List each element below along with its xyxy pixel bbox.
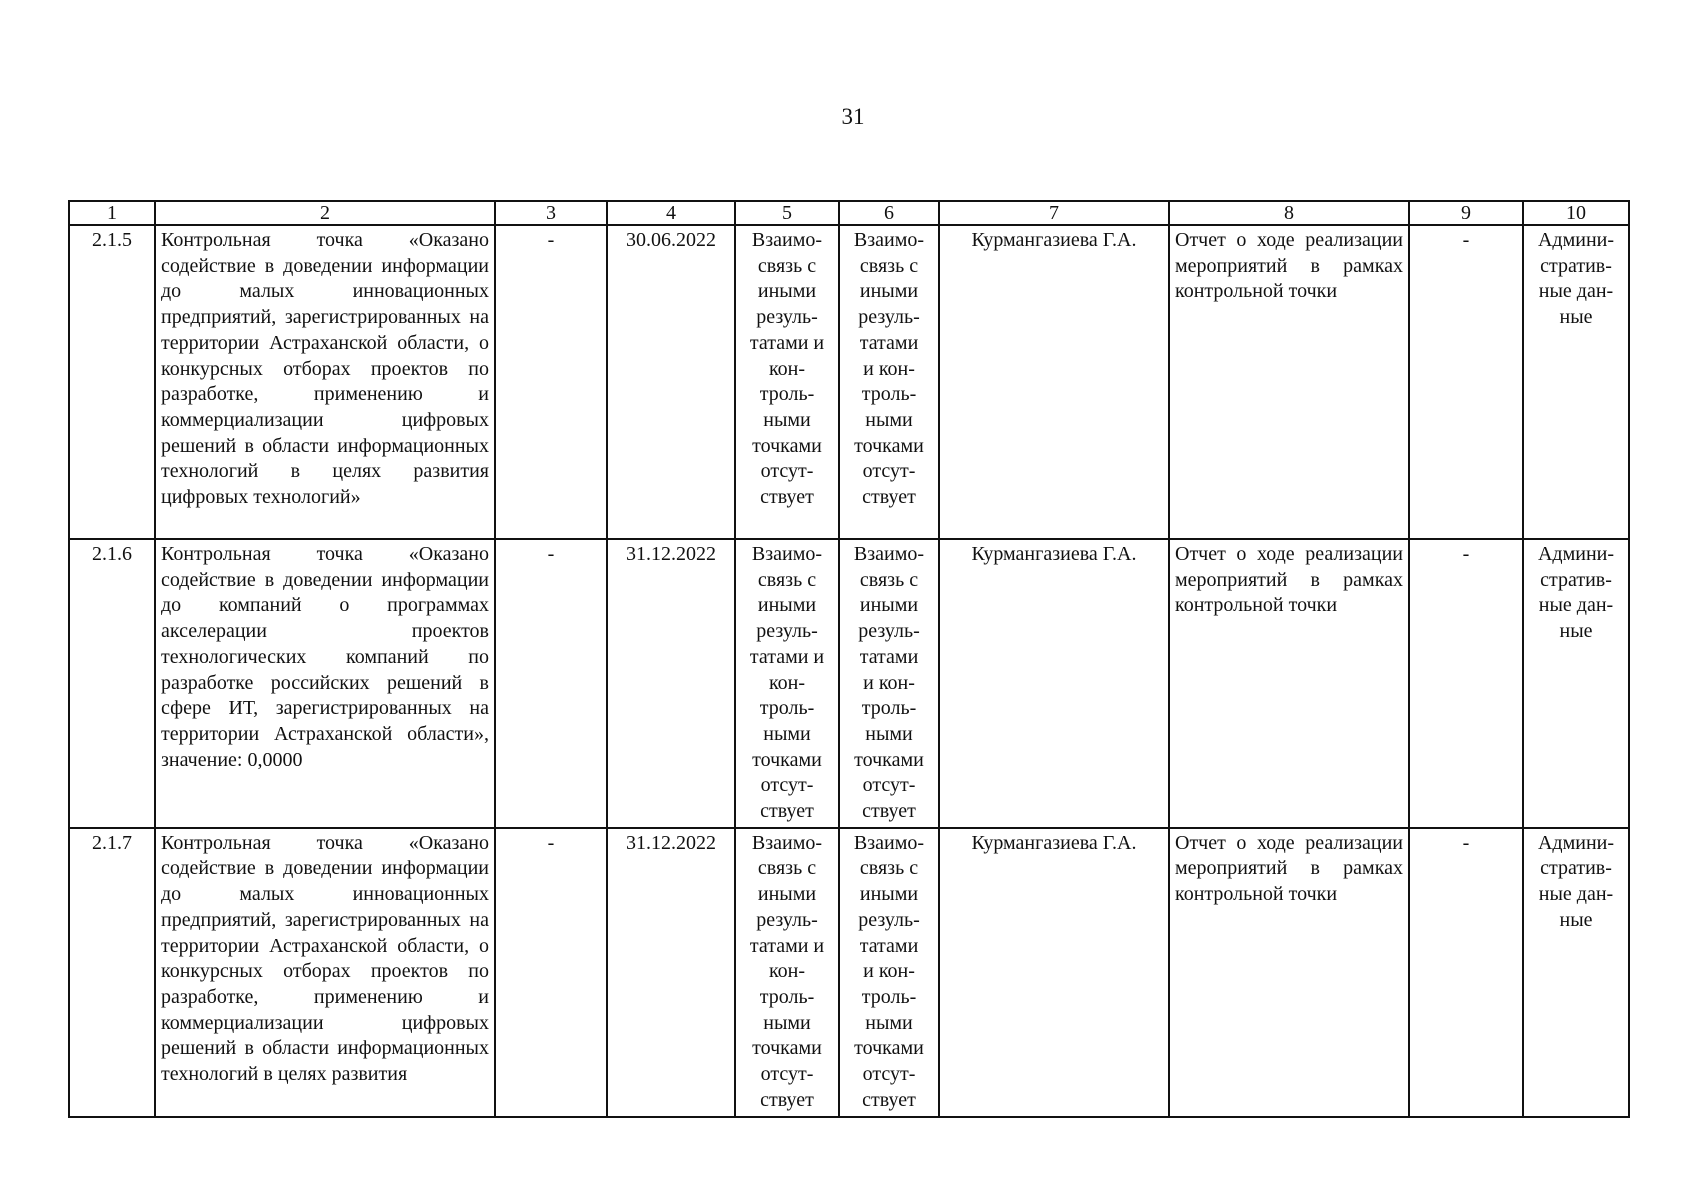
column-header: 3 <box>495 201 607 225</box>
row-report: Отчет о ходе реализации мероприятий в рамках контрольной точки <box>1169 828 1409 1117</box>
row-relation-points: Взаимо- связь с иными резуль- татами и кон- троль- ными точками отсут- ствует <box>839 539 939 828</box>
row-report: Отчет о ходе реализации мероприятий в рамках контрольной точки <box>1169 225 1409 539</box>
row-id: 2.1.7 <box>69 828 155 1117</box>
control-points-table <box>68 200 1630 1118</box>
row-responsible: Курмангазиева Г.А. <box>939 828 1169 1117</box>
table-row <box>69 828 1629 1117</box>
row-source: Админи- стратив- ные дан- ные <box>1523 828 1629 1117</box>
row-source: Админи- стратив- ные дан- ные <box>1523 539 1629 828</box>
column-header: 9 <box>1409 201 1523 225</box>
row-id: 2.1.6 <box>69 539 155 828</box>
row-col9: - <box>1409 828 1523 1117</box>
row-relation-points: Взаимо- связь с иными резуль- татами и кон- троль- ными точками отсут- ствует <box>839 225 939 539</box>
row-relation-results: Взаимо- связь с иными резуль- татами и кон- троль- ными точками отсут- ствует <box>735 225 839 539</box>
column-header: 10 <box>1523 201 1629 225</box>
row-responsible: Курмангазиева Г.А. <box>939 539 1169 828</box>
row-col3: - <box>495 828 607 1117</box>
column-header: 1 <box>69 201 155 225</box>
table-row <box>69 539 1629 828</box>
row-description: Контрольная точка «Оказано содействие в доведении информации до малых инновационных предприятий, зарегистрированных на территории Астраханской области, о конкурсных отборах проектов по разработке, применению и коммерциализации цифровых решений в области информационных технологий в целях развития цифровых технологий» <box>155 225 495 539</box>
row-col3: - <box>495 225 607 539</box>
column-header: 2 <box>155 201 495 225</box>
row-relation-results: Взаимо- связь с иными резуль- татами и кон- троль- ными точками отсут- ствует <box>735 828 839 1117</box>
column-header: 4 <box>607 201 735 225</box>
row-description: Контрольная точка «Оказано содействие в доведении информации до компаний о программах акселерации проектов технологических компаний по разработке российских решений в сфере ИТ, зарегистрированных на территории Астраханской области», значение: 0,0000 <box>155 539 495 828</box>
row-col9: - <box>1409 225 1523 539</box>
row-description: Контрольная точка «Оказано содействие в доведении информации до малых инновационных предприятий, зарегистрированных на территории Астраханской области, о конкурсных отборах проектов по разработке, применению и коммерциализации цифровых решений в области информационных технологий в целях развития <box>155 828 495 1117</box>
page-number: 31 <box>841 104 865 129</box>
row-responsible: Курмангазиева Г.А. <box>939 225 1169 539</box>
row-relation-results: Взаимо- связь с иными резуль- татами и кон- троль- ными точками отсут- ствует <box>735 539 839 828</box>
column-header: 7 <box>939 201 1169 225</box>
column-header: 8 <box>1169 201 1409 225</box>
row-source: Админи- стратив- ные дан- ные <box>1523 225 1629 539</box>
table-row <box>69 225 1629 539</box>
row-date: 31.12.2022 <box>607 539 735 828</box>
column-header: 5 <box>735 201 839 225</box>
table-header-row <box>69 201 1629 225</box>
row-id: 2.1.5 <box>69 225 155 539</box>
row-date: 30.06.2022 <box>607 225 735 539</box>
row-col9: - <box>1409 539 1523 828</box>
row-col3: - <box>495 539 607 828</box>
column-header: 6 <box>839 201 939 225</box>
row-report: Отчет о ходе реализации мероприятий в рамках контрольной точки <box>1169 539 1409 828</box>
row-date: 31.12.2022 <box>607 828 735 1117</box>
row-relation-points: Взаимо- связь с иными резуль- татами и кон- троль- ными точками отсут- ствует <box>839 828 939 1117</box>
